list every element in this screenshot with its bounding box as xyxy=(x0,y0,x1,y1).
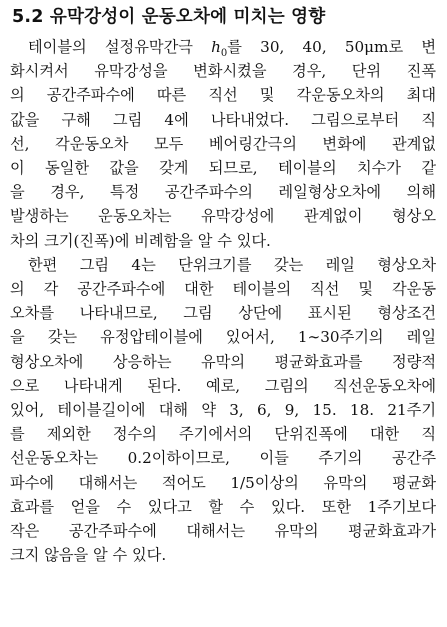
text-segment: 를 30, 40, 50μm로 변 xyxy=(227,38,436,56)
paragraph-2-line-5: 형상오차에 상응하는 유막의 평균화효과를 정량적 xyxy=(10,352,436,371)
text-segment: 테이블의 설정유막간극 xyxy=(28,38,212,56)
paragraph-1-line-2: 화시켜서 유막강성을 변화시켰을 경우, 단위 진폭 xyxy=(10,62,436,81)
paragraph-2-line-7: 있어, 테이블길이에 대해 약 3, 6, 9, 15. 18. 21주기 xyxy=(10,401,436,419)
paragraph-2-line-13: 크지 않음을 알 수 있다. xyxy=(10,546,167,565)
symbol-h: h xyxy=(211,38,221,56)
paragraph-1-line-4: 값을 구해 그림 4에 나타내었다. 그림으로부터 직 xyxy=(10,110,436,129)
paragraph-1-line-6: 이 동일한 값을 갖게 되므로, 테이블의 치수가 같 xyxy=(10,159,436,177)
paragraph-1-line-8: 발생하는 운동오차는 유막강성에 관계없이 형상오 xyxy=(10,207,436,226)
paragraph-1-line-3: 의 공간주파수에 따른 직선 및 각운동오차의 최대 xyxy=(10,86,436,105)
paragraph-2-line-9: 선운동오차는 0.2이하이므로, 이들 주기의 공간주 xyxy=(10,449,436,468)
paragraph-1-line-5: 선, 각운동오차 모두 베어링간극의 변화에 관계없 xyxy=(10,134,436,153)
paragraph-2-line-3: 오차를 나타내므로, 그림 상단에 표시된 형상조건 xyxy=(10,304,436,323)
paragraph-2-line-4: 을 갖는 유정압테이블에 있어서, 1∼30주기의 레일 xyxy=(10,328,436,347)
paragraph-2-line-8: 를 제외한 정수의 주기에서의 단위진폭에 대한 직 xyxy=(10,425,436,444)
section-heading: 5.2 유막강성이 운동오차에 미치는 영향 xyxy=(12,7,326,27)
paragraph-2-line-10: 파수에 대해서는 적어도 1/5이상의 유막의 평균화 xyxy=(10,473,436,492)
paragraph-2-line-6: 으로 나타내게 된다. 예로, 그림의 직선운동오차에 xyxy=(10,376,436,395)
paragraph-2-line-11: 효과를 얻을 수 있다고 할 수 있다. 또한 1주기보다 xyxy=(10,497,436,516)
paragraph-2-line-1: 한편 그림 4는 단위크기를 갖는 레일 형상오차 xyxy=(28,255,436,274)
paragraph-2-line-12: 작은 공간주파수에 대해서는 유막의 평균화효과가 xyxy=(10,522,436,540)
symbol-subscript: 0 xyxy=(220,48,228,60)
paragraph-1-line-9: 차의 크기(진폭)에 비례함을 알 수 있다. xyxy=(10,231,271,250)
paragraph-1-line-7: 을 경우, 특정 공간주파수의 레일형상오차에 의해 xyxy=(10,183,436,202)
paragraph-2-line-2: 의 각 공간주파수에 대한 테이블의 직선 및 각운동 xyxy=(10,280,436,298)
